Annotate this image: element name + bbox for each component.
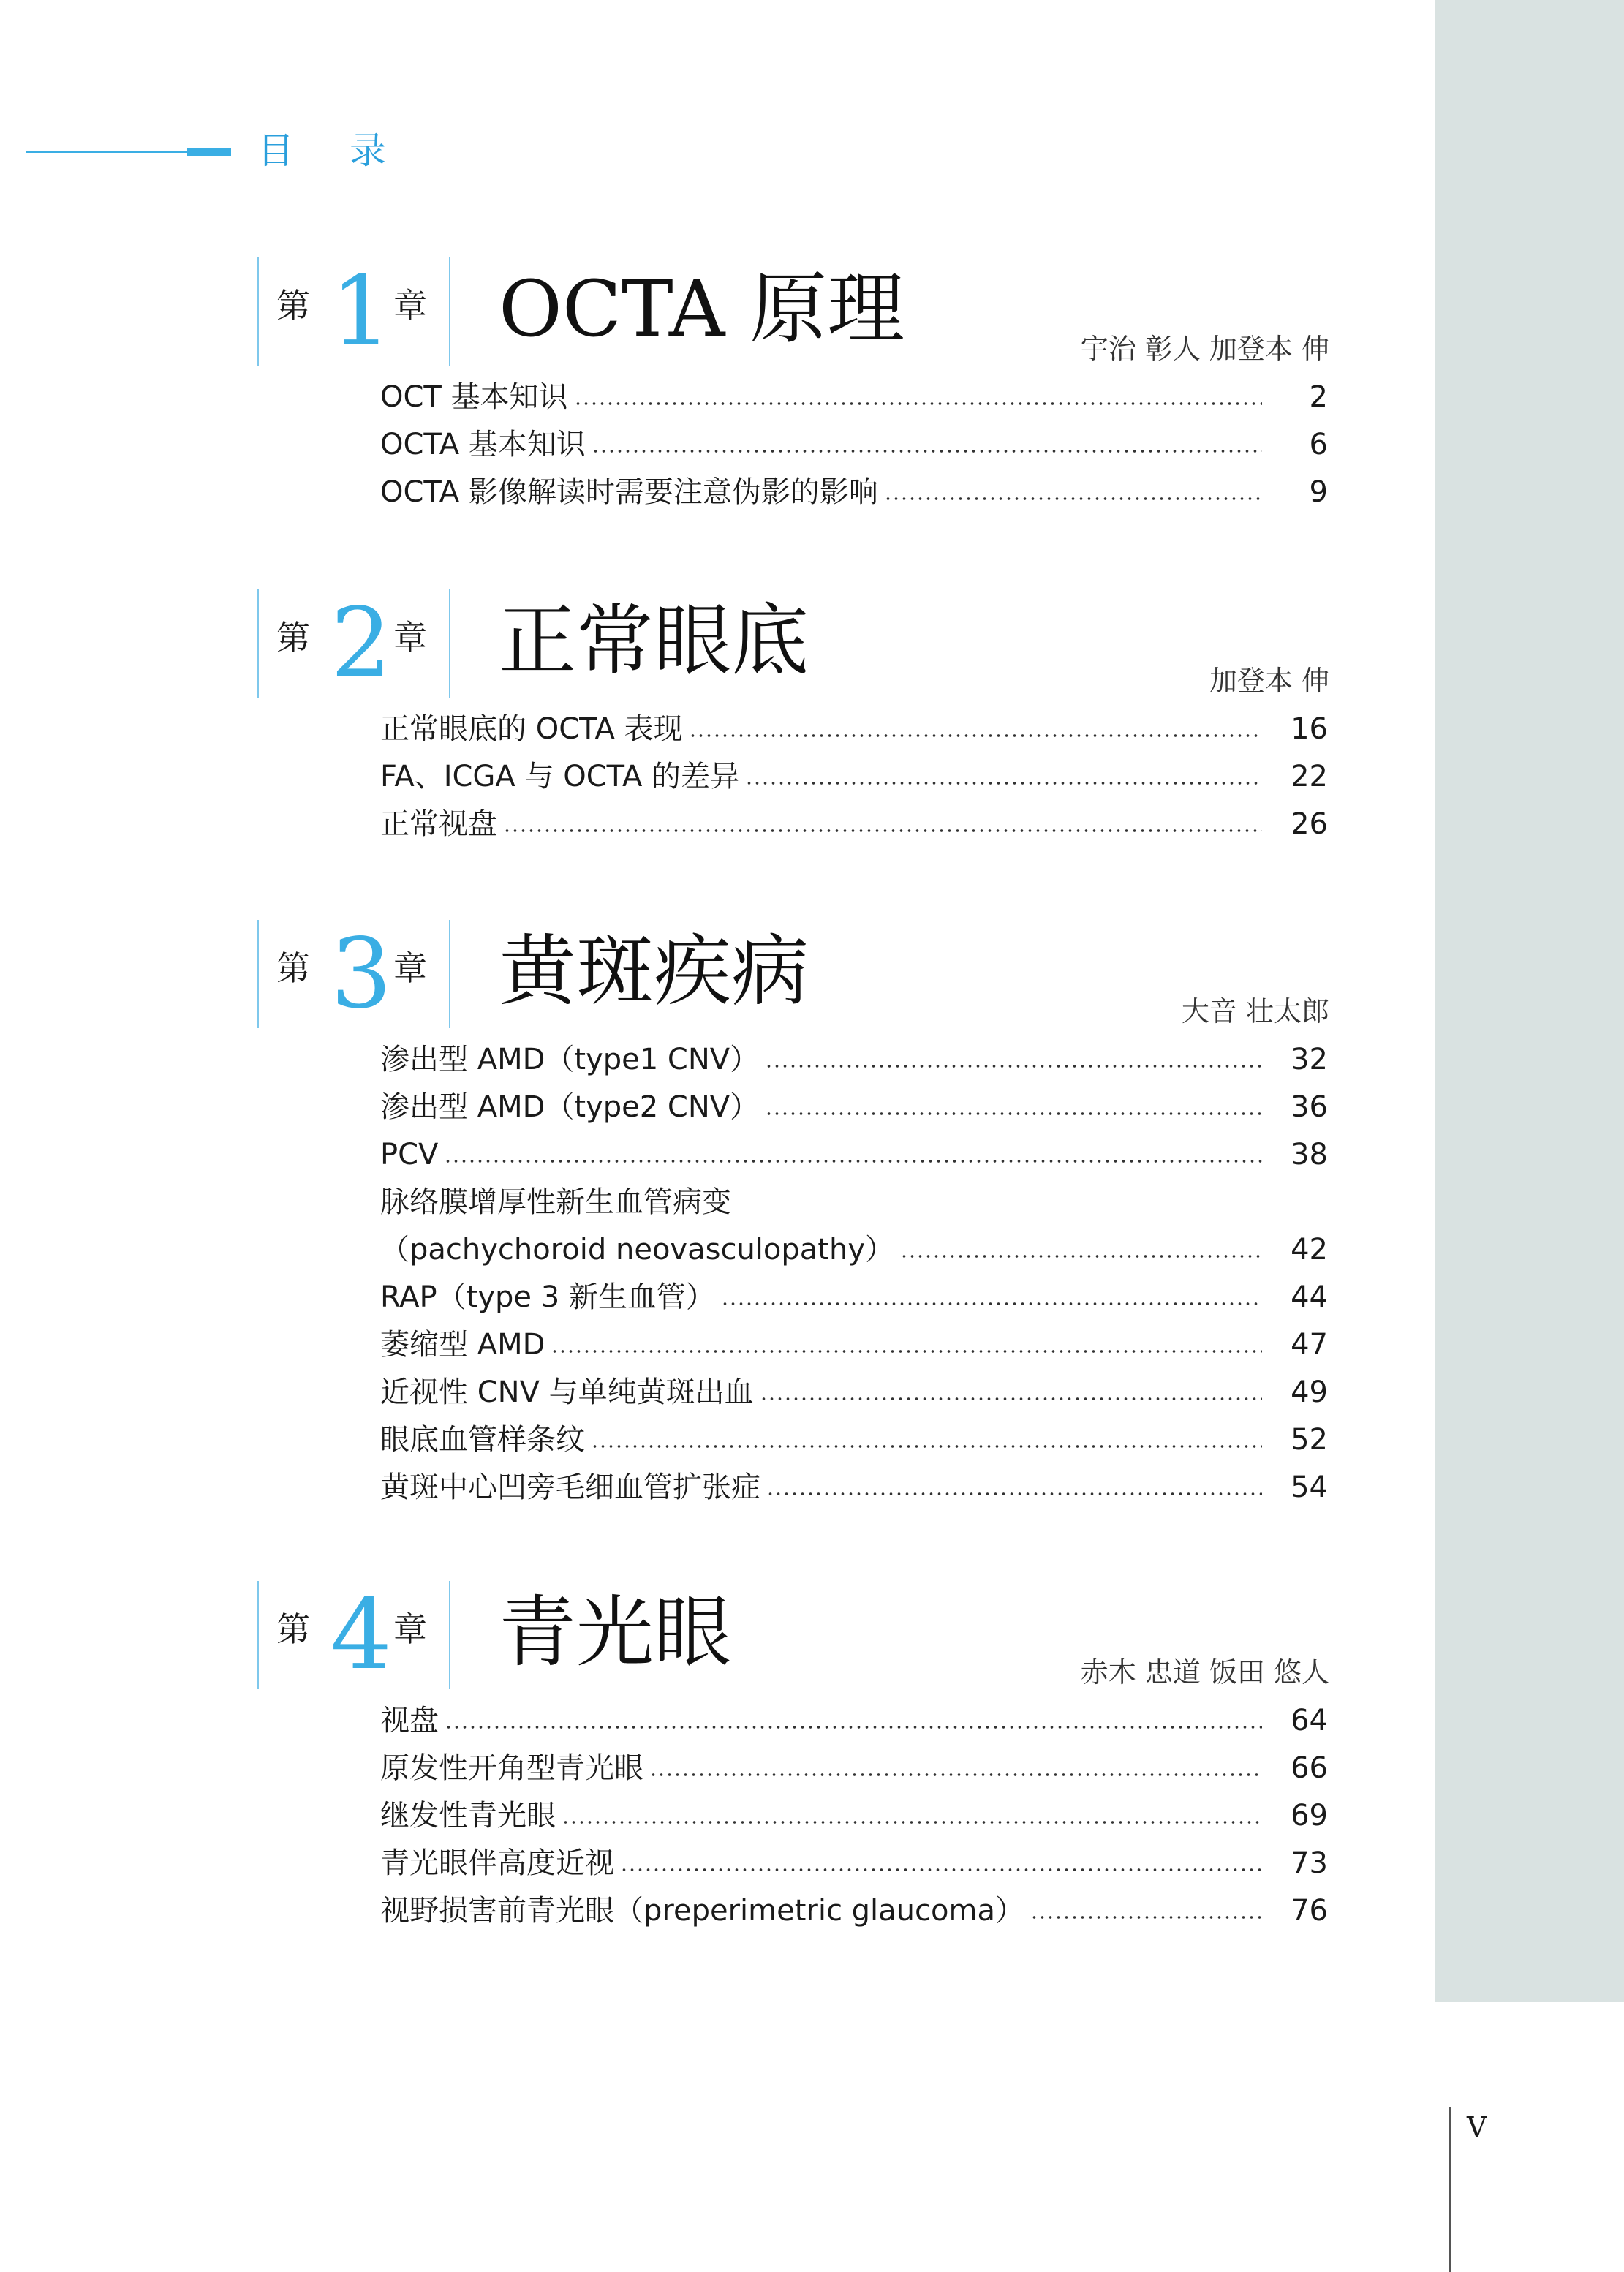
chapter-prefix: 第 [276,1609,310,1649]
toc-entry[interactable] [380,1792,1328,1839]
chapter-number: 4 [331,1579,392,1691]
chapter-title: 青光眼 [499,1588,731,1677]
toc-entry[interactable] [380,420,1328,468]
chapter-title: 正常眼底 [499,596,809,686]
toc-entry-title: 萎缩型 AMD [380,1327,545,1362]
toc-entry[interactable] [380,1273,1328,1321]
toc-entry-title: PCV [380,1137,439,1171]
chapter-suffix: 章 [393,286,427,325]
toc-entry-title: OCTA 影像解读时需要注意伪影的影响 [380,475,878,509]
header-accent-bar [187,148,231,156]
toc-entry-title: （pachychoroid neovasculopathy） [380,1232,894,1267]
toc-entry-title: 脉络膜增厚性新生血管病变 [380,1185,731,1219]
dot-leader [721,1302,1262,1305]
toc-entry[interactable] [380,1035,1328,1083]
chapter-suffix: 章 [393,948,427,988]
page-number-rule [1449,2107,1451,2272]
toc-entry-page: 42 [1291,1232,1328,1267]
toc-entry-title: 视盘 [380,1703,439,1737]
chapter-authors: 加登本 伸 [1209,665,1329,697]
chapter-prefix: 第 [276,948,310,988]
chapter-authors: 赤木 忠道 饭田 悠人 [1080,1656,1329,1688]
toc-entry-title: OCTA 基本知识 [380,427,586,461]
dot-leader [765,1065,1262,1068]
toc-entry-title: OCT 基本知识 [380,380,568,414]
toc-entry-title: 青光眼伴高度近视 [380,1846,614,1880]
toc-entry-title: 原发性开角型青光眼 [380,1751,643,1785]
toc-entry-title: 正常眼底的 OCTA 表现 [380,712,683,746]
dot-leader [900,1255,1262,1258]
toc-entry-title: 正常视盘 [380,807,497,841]
dot-leader [574,402,1262,405]
chapter-divider [257,1581,259,1689]
chapter-divider [257,257,259,366]
dot-leader [649,1773,1262,1776]
toc-entry[interactable] [380,1083,1328,1131]
toc-entry-page: 52 [1291,1422,1328,1457]
chapter-prefix: 第 [276,618,310,657]
toc-entry-page: 47 [1291,1327,1328,1362]
toc-list [380,373,1328,516]
toc-entry[interactable] [380,1697,1328,1744]
dot-leader [445,1726,1262,1729]
chapter-divider [449,589,450,698]
toc-list [380,705,1328,848]
toc-entry[interactable] [380,1887,1328,1934]
dot-leader [766,1492,1262,1495]
page-number: V [1467,2111,1487,2143]
dot-leader [884,497,1262,500]
toc-entry[interactable] [380,373,1328,420]
toc-entry-page: 44 [1291,1280,1328,1314]
dot-leader [562,1821,1262,1824]
toc-entry-page: 54 [1291,1470,1328,1504]
dot-leader [1030,1916,1262,1919]
chapter-authors: 宇治 彰人 加登本 伸 [1080,333,1329,365]
dot-leader [591,1445,1262,1448]
toc-entry-page: 73 [1291,1846,1328,1880]
toc-entry-page: 38 [1291,1137,1328,1171]
toc-entry[interactable] [380,752,1328,800]
toc-entry-title: 视野损害前青光眼（preperimetric glaucoma） [380,1893,1024,1928]
chapter-authors: 大音 壮太郎 [1181,995,1329,1027]
toc-entry-page: 22 [1291,759,1328,793]
chapter-number: 3 [331,918,392,1030]
toc-entry-title: 近视性 CNV 与单纯黄斑出血 [380,1375,754,1409]
chapter-divider [449,1581,450,1689]
dot-leader [689,734,1262,737]
toc-entry[interactable] [380,1744,1328,1792]
header-rule [26,151,187,153]
toc-list [380,1697,1328,1934]
dot-leader [444,1160,1262,1163]
dot-leader [551,1350,1262,1353]
toc-entry[interactable] [380,1131,1328,1178]
toc-entry-page: 16 [1291,712,1328,746]
toc-entry-page: 9 [1309,475,1328,509]
toc-entry[interactable] [380,1839,1328,1887]
toc-entry-title: 眼底血管样条纹 [380,1422,585,1457]
toc-entry[interactable] [380,1416,1328,1463]
toc-entry-title: 渗出型 AMD（type1 CNV） [380,1042,760,1076]
chapter-divider [449,920,450,1028]
chapter-divider [257,920,259,1028]
toc-entry-page: 49 [1291,1375,1328,1409]
chapter-prefix: 第 [276,286,310,325]
chapter-suffix: 章 [393,1609,427,1649]
toc-entry-title: 渗出型 AMD（type2 CNV） [380,1090,760,1124]
toc-entry-page: 64 [1291,1703,1328,1737]
chapter-divider [257,589,259,698]
toc-entry-title: 黄斑中心凹旁毛细血管扩张症 [380,1470,760,1504]
chapter-suffix: 章 [393,618,427,657]
dot-leader [745,782,1262,785]
toc-entry-title: 继发性青光眼 [380,1798,556,1833]
toc-entry-page: 76 [1291,1893,1328,1928]
toc-entry[interactable] [380,705,1328,752]
chapter-title: 黄斑疾病 [499,926,809,1016]
toc-entry[interactable] [380,1178,1328,1226]
toc-entry-page: 6 [1309,427,1328,461]
dot-leader [620,1868,1262,1871]
dot-leader [503,829,1262,832]
toc-entry[interactable] [380,1368,1328,1416]
toc-entry[interactable] [380,1463,1328,1511]
chapter-divider [449,257,450,366]
toc-entry[interactable] [380,1321,1328,1368]
toc-list [380,1035,1328,1511]
toc-entry[interactable] [380,468,1328,516]
toc-entry-page: 26 [1291,807,1328,841]
toc-entry-page: 2 [1309,380,1328,414]
chapter-title: OCTA 原理 [499,264,905,354]
dot-leader [592,450,1262,453]
chapter-number: 1 [331,255,392,368]
chapter-number: 2 [331,587,392,700]
toc-entry-page: 32 [1291,1042,1328,1076]
dot-leader [765,1112,1262,1115]
toc-entry-page: 66 [1291,1751,1328,1785]
side-band [1435,0,1624,2002]
toc-entry[interactable] [380,800,1328,848]
toc-entry-page: 36 [1291,1090,1328,1124]
toc-entry-title: FA、ICGA 与 OCTA 的差异 [380,759,740,793]
toc-heading: 目 录 [257,129,408,172]
toc-entry-page: 69 [1291,1798,1328,1833]
toc-entry-title: RAP（type 3 新生血管） [380,1280,715,1314]
dot-leader [760,1397,1262,1400]
toc-entry[interactable] [380,1226,1328,1273]
